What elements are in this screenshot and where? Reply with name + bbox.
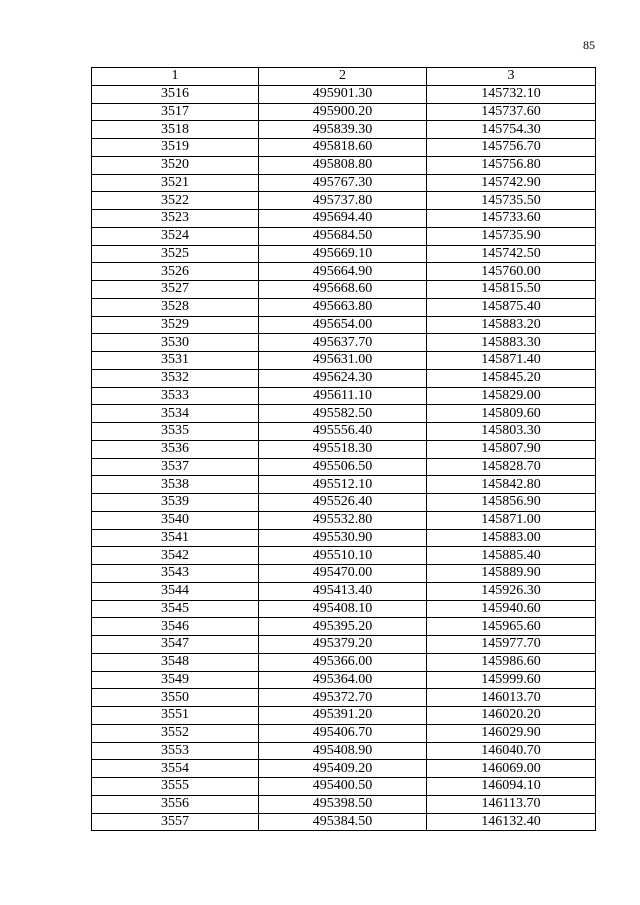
point-number-cell: 3554	[92, 760, 259, 778]
x-coordinate-cell: 495668.60	[259, 281, 427, 299]
point-number-cell: 3556	[92, 795, 259, 813]
y-coordinate-cell: 145807.90	[427, 440, 596, 458]
table-row	[92, 121, 596, 139]
y-coordinate-cell: 145986.60	[427, 653, 596, 671]
table-header	[92, 68, 596, 86]
x-coordinate-cell: 495664.90	[259, 263, 427, 281]
point-number-cell: 3539	[92, 494, 259, 512]
table-row	[92, 813, 596, 831]
header-row	[92, 68, 596, 86]
table-row	[92, 174, 596, 192]
table-row	[92, 192, 596, 210]
table-row	[92, 476, 596, 494]
table-row	[92, 227, 596, 245]
table-row	[92, 405, 596, 423]
header-cell-3: 3	[427, 68, 596, 86]
x-coordinate-cell: 495408.90	[259, 742, 427, 760]
point-number-cell: 3521	[92, 174, 259, 192]
table-row	[92, 85, 596, 103]
table-row	[92, 458, 596, 476]
point-number-cell: 3544	[92, 582, 259, 600]
x-coordinate-cell: 495406.70	[259, 724, 427, 742]
y-coordinate-cell: 145871.40	[427, 352, 596, 370]
x-coordinate-cell: 495624.30	[259, 369, 427, 387]
point-number-cell: 3538	[92, 476, 259, 494]
y-coordinate-cell: 146069.00	[427, 760, 596, 778]
x-coordinate-cell: 495669.10	[259, 245, 427, 263]
x-coordinate-cell: 495582.50	[259, 405, 427, 423]
point-number-cell: 3518	[92, 121, 259, 139]
table-row	[92, 653, 596, 671]
point-number-cell: 3531	[92, 352, 259, 370]
y-coordinate-cell: 145756.70	[427, 139, 596, 157]
x-coordinate-cell: 495379.20	[259, 636, 427, 654]
point-number-cell: 3534	[92, 405, 259, 423]
point-number-cell: 3522	[92, 192, 259, 210]
point-number-cell: 3524	[92, 227, 259, 245]
y-coordinate-cell: 145883.30	[427, 334, 596, 352]
y-coordinate-cell: 145754.30	[427, 121, 596, 139]
x-coordinate-cell: 495408.10	[259, 600, 427, 618]
x-coordinate-cell: 495631.00	[259, 352, 427, 370]
x-coordinate-cell: 495395.20	[259, 618, 427, 636]
y-coordinate-cell: 145815.50	[427, 281, 596, 299]
x-coordinate-cell: 495372.70	[259, 689, 427, 707]
y-coordinate-cell: 145977.70	[427, 636, 596, 654]
table-row	[92, 511, 596, 529]
y-coordinate-cell: 145735.90	[427, 227, 596, 245]
x-coordinate-cell: 495901.30	[259, 85, 427, 103]
point-number-cell: 3547	[92, 636, 259, 654]
y-coordinate-cell: 145889.90	[427, 565, 596, 583]
point-number-cell: 3557	[92, 813, 259, 831]
x-coordinate-cell: 495506.50	[259, 458, 427, 476]
table-row	[92, 689, 596, 707]
y-coordinate-cell: 145733.60	[427, 210, 596, 228]
table-row	[92, 671, 596, 689]
point-number-cell: 3541	[92, 529, 259, 547]
y-coordinate-cell: 145845.20	[427, 369, 596, 387]
y-coordinate-cell: 145883.00	[427, 529, 596, 547]
point-number-cell: 3519	[92, 139, 259, 157]
point-number-cell: 3530	[92, 334, 259, 352]
point-number-cell: 3553	[92, 742, 259, 760]
y-coordinate-cell: 145926.30	[427, 582, 596, 600]
x-coordinate-cell: 495510.10	[259, 547, 427, 565]
point-number-cell: 3545	[92, 600, 259, 618]
point-number-cell: 3517	[92, 103, 259, 121]
point-number-cell: 3520	[92, 156, 259, 174]
x-coordinate-cell: 495384.50	[259, 813, 427, 831]
point-number-cell: 3537	[92, 458, 259, 476]
x-coordinate-cell: 495400.50	[259, 778, 427, 796]
table-row	[92, 316, 596, 334]
x-coordinate-cell: 495737.80	[259, 192, 427, 210]
x-coordinate-cell: 495654.00	[259, 316, 427, 334]
y-coordinate-cell: 145940.60	[427, 600, 596, 618]
point-number-cell: 3532	[92, 369, 259, 387]
table-row	[92, 582, 596, 600]
point-number-cell: 3555	[92, 778, 259, 796]
y-coordinate-cell: 145885.40	[427, 547, 596, 565]
point-number-cell: 3529	[92, 316, 259, 334]
x-coordinate-cell: 495663.80	[259, 298, 427, 316]
point-number-cell: 3549	[92, 671, 259, 689]
table-row	[92, 440, 596, 458]
point-number-cell: 3548	[92, 653, 259, 671]
point-number-cell: 3540	[92, 511, 259, 529]
point-number-cell: 3552	[92, 724, 259, 742]
table-row	[92, 795, 596, 813]
table-row	[92, 760, 596, 778]
y-coordinate-cell: 145856.90	[427, 494, 596, 512]
y-coordinate-cell: 145883.20	[427, 316, 596, 334]
y-coordinate-cell: 145842.80	[427, 476, 596, 494]
point-number-cell: 3536	[92, 440, 259, 458]
point-number-cell: 3550	[92, 689, 259, 707]
x-coordinate-cell: 495364.00	[259, 671, 427, 689]
x-coordinate-cell: 495556.40	[259, 423, 427, 441]
point-number-cell: 3525	[92, 245, 259, 263]
table-row	[92, 281, 596, 299]
table-row	[92, 298, 596, 316]
y-coordinate-cell: 145803.30	[427, 423, 596, 441]
table-row	[92, 139, 596, 157]
x-coordinate-cell: 495900.20	[259, 103, 427, 121]
table-row	[92, 547, 596, 565]
x-coordinate-cell: 495818.60	[259, 139, 427, 157]
table-row	[92, 618, 596, 636]
table-row	[92, 494, 596, 512]
y-coordinate-cell: 145732.10	[427, 85, 596, 103]
y-coordinate-cell: 145735.50	[427, 192, 596, 210]
table-row	[92, 724, 596, 742]
y-coordinate-cell: 145737.60	[427, 103, 596, 121]
y-coordinate-cell: 145742.50	[427, 245, 596, 263]
y-coordinate-cell: 146132.40	[427, 813, 596, 831]
table-row	[92, 263, 596, 281]
table-row	[92, 565, 596, 583]
x-coordinate-cell: 495611.10	[259, 387, 427, 405]
point-number-cell: 3516	[92, 85, 259, 103]
y-coordinate-cell: 145760.00	[427, 263, 596, 281]
x-coordinate-cell: 495808.80	[259, 156, 427, 174]
x-coordinate-cell: 495637.70	[259, 334, 427, 352]
table-row	[92, 707, 596, 725]
x-coordinate-cell: 495684.50	[259, 227, 427, 245]
header-cell-1: 1	[92, 68, 259, 86]
y-coordinate-cell: 145742.90	[427, 174, 596, 192]
x-coordinate-cell: 495526.40	[259, 494, 427, 512]
y-coordinate-cell: 146040.70	[427, 742, 596, 760]
table-row	[92, 636, 596, 654]
point-number-cell: 3542	[92, 547, 259, 565]
point-number-cell: 3551	[92, 707, 259, 725]
y-coordinate-cell: 146013.70	[427, 689, 596, 707]
table-row	[92, 529, 596, 547]
x-coordinate-cell: 495366.00	[259, 653, 427, 671]
table-row	[92, 778, 596, 796]
x-coordinate-cell: 495470.00	[259, 565, 427, 583]
y-coordinate-cell: 145999.60	[427, 671, 596, 689]
point-number-cell: 3546	[92, 618, 259, 636]
point-number-cell: 3543	[92, 565, 259, 583]
y-coordinate-cell: 145829.00	[427, 387, 596, 405]
point-number-cell: 3535	[92, 423, 259, 441]
x-coordinate-cell: 495518.30	[259, 440, 427, 458]
y-coordinate-cell: 146020.20	[427, 707, 596, 725]
table-row	[92, 387, 596, 405]
y-coordinate-cell: 146113.70	[427, 795, 596, 813]
y-coordinate-cell: 145965.60	[427, 618, 596, 636]
table-row	[92, 334, 596, 352]
table-row	[92, 742, 596, 760]
table-body	[92, 85, 596, 831]
point-number-cell: 3526	[92, 263, 259, 281]
y-coordinate-cell: 145828.70	[427, 458, 596, 476]
table-row	[92, 423, 596, 441]
y-coordinate-cell: 146029.90	[427, 724, 596, 742]
x-coordinate-cell: 495530.90	[259, 529, 427, 547]
x-coordinate-cell: 495413.40	[259, 582, 427, 600]
header-cell-2: 2	[259, 68, 427, 86]
table-row	[92, 103, 596, 121]
x-coordinate-cell: 495512.10	[259, 476, 427, 494]
y-coordinate-cell: 145871.00	[427, 511, 596, 529]
x-coordinate-cell: 495767.30	[259, 174, 427, 192]
y-coordinate-cell: 145756.80	[427, 156, 596, 174]
y-coordinate-cell: 145875.40	[427, 298, 596, 316]
table-row	[92, 245, 596, 263]
table-row	[92, 600, 596, 618]
coordinates-table	[91, 67, 596, 831]
page-number: 85	[583, 38, 595, 52]
x-coordinate-cell: 495409.20	[259, 760, 427, 778]
table-row	[92, 210, 596, 228]
x-coordinate-cell: 495694.40	[259, 210, 427, 228]
point-number-cell: 3523	[92, 210, 259, 228]
x-coordinate-cell: 495391.20	[259, 707, 427, 725]
table-row	[92, 369, 596, 387]
point-number-cell: 3527	[92, 281, 259, 299]
y-coordinate-cell: 146094.10	[427, 778, 596, 796]
point-number-cell: 3533	[92, 387, 259, 405]
x-coordinate-cell: 495532.80	[259, 511, 427, 529]
x-coordinate-cell: 495839.30	[259, 121, 427, 139]
x-coordinate-cell: 495398.50	[259, 795, 427, 813]
table-row	[92, 352, 596, 370]
point-number-cell: 3528	[92, 298, 259, 316]
table-row	[92, 156, 596, 174]
y-coordinate-cell: 145809.60	[427, 405, 596, 423]
